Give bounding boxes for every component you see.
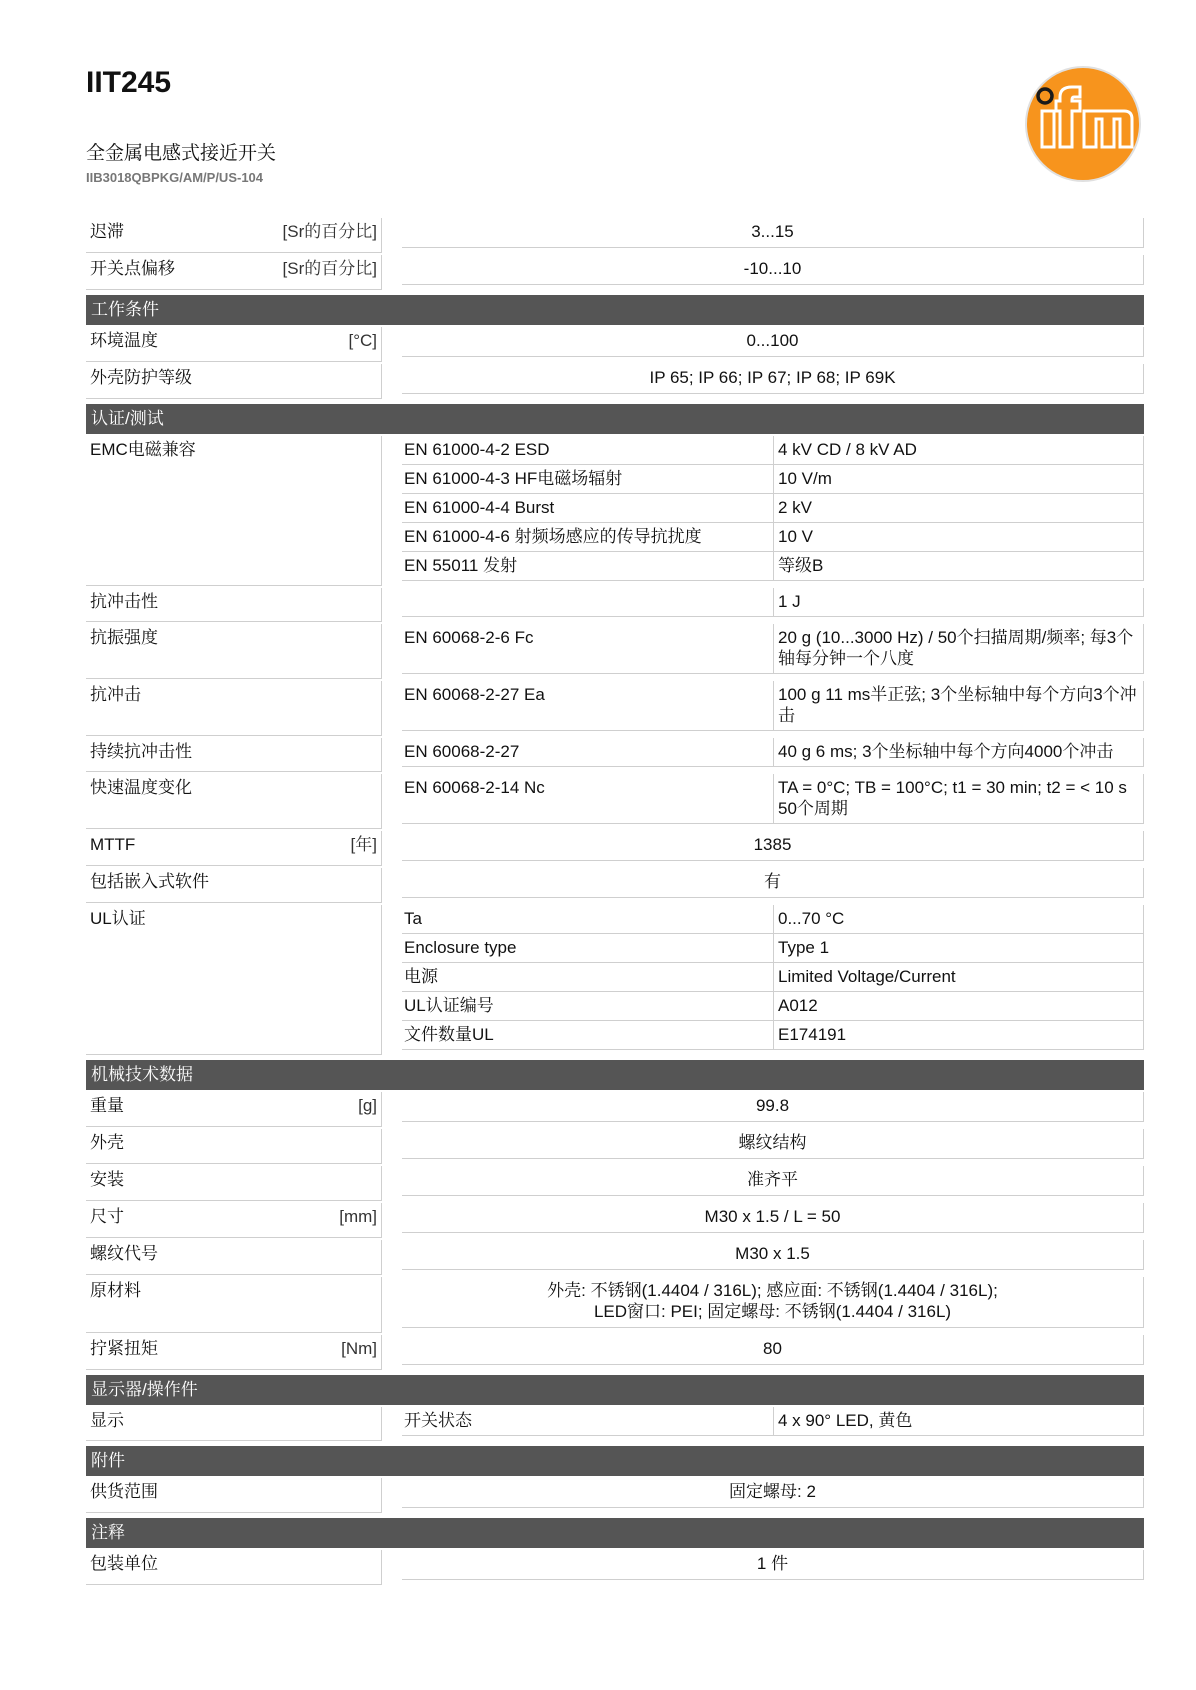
section-working-conditions: 工作条件	[86, 295, 1144, 325]
spec-row-hysteresis	[86, 218, 1144, 253]
sub-key: EN 61000-4-4 Burst	[402, 494, 774, 523]
row-label: 开关点偏移	[90, 259, 175, 278]
sub-value: E174191	[774, 1021, 1144, 1050]
sub-key: EN 61000-4-2 ESD	[402, 436, 774, 465]
spec-row-impact	[86, 588, 1144, 622]
row-label: 重量	[90, 1096, 124, 1115]
row-label: 安装	[90, 1170, 124, 1189]
spec-row-mttf	[86, 831, 1144, 866]
row-unit: [g]	[358, 1096, 377, 1115]
spec-row-emc	[86, 436, 1144, 586]
sub-key	[402, 588, 774, 617]
row-value: IP 65; IP 66; IP 67; IP 68; IP 69K	[402, 364, 1144, 394]
row-label: 包括嵌入式软件	[90, 872, 209, 891]
row-unit: [Sr的百分比]	[282, 222, 377, 241]
row-label: UL认证	[90, 909, 146, 928]
row-value: 80	[402, 1335, 1144, 1365]
row-label: 外壳	[90, 1133, 124, 1152]
row-value: M30 x 1.5 / L = 50	[402, 1203, 1144, 1233]
sub-value: 10 V/m	[774, 465, 1144, 494]
spec-row-mounting	[86, 1166, 1144, 1201]
row-label: 螺纹代号	[90, 1244, 158, 1263]
sub-value: 40 g 6 ms; 3个坐标轴中每个方向4000个冲击	[774, 738, 1144, 767]
row-unit: [°C]	[348, 331, 377, 350]
row-value: 螺纹结构	[402, 1129, 1144, 1159]
row-value: 3...15	[402, 218, 1144, 248]
emc-subrow	[402, 465, 1144, 494]
spec-row-scope-of-delivery	[86, 1478, 1144, 1513]
row-label: 环境温度	[90, 331, 158, 350]
row-unit: [年]	[350, 835, 377, 854]
sub-key: Enclosure type	[402, 934, 774, 963]
ul-subrow	[402, 905, 1144, 934]
sub-key: EN 60068-2-27	[402, 738, 774, 767]
section-display: 显示器/操作件	[86, 1375, 1144, 1405]
emc-subrow	[402, 523, 1144, 552]
sub-value: 20 g (10...3000 Hz) / 50个扫描周期/频率; 每3个轴每分钟一个八度	[774, 624, 1144, 674]
sub-key: EN 61000-4-3 HF电磁场辐射	[402, 465, 774, 494]
row-label: 抗冲击性	[90, 592, 158, 611]
spec-row-temp-change	[86, 774, 1144, 829]
sub-key: EN 60068-2-27 Ea	[402, 681, 774, 731]
spec-row-display	[86, 1407, 1144, 1441]
sub-value: TA = 0°C; TB = 100°C; t1 = 30 min; t2 = < 10 s 50个周期	[774, 774, 1144, 824]
row-value: -10...10	[402, 255, 1144, 285]
row-label: 尺寸	[90, 1207, 124, 1226]
emc-subrow	[402, 552, 1144, 581]
spec-row-thread	[86, 1240, 1144, 1275]
sub-key: EN 61000-4-6 射频场感应的传导抗扰度	[402, 523, 774, 552]
spec-row-ul	[86, 905, 1144, 1055]
spec-row-housing	[86, 1129, 1144, 1164]
row-value: 有	[402, 868, 1144, 898]
sub-value: Type 1	[774, 934, 1144, 963]
spec-row-switch-drift	[86, 255, 1144, 290]
sub-key: 电源	[402, 963, 774, 992]
sub-value: 1 J	[774, 588, 1144, 617]
row-value: M30 x 1.5	[402, 1240, 1144, 1270]
sub-key: EN 60068-2-6 Fc	[402, 624, 774, 674]
emc-subrow	[402, 436, 1144, 465]
section-mechanical: 机械技术数据	[86, 1060, 1144, 1090]
sub-value: 2 kV	[774, 494, 1144, 523]
sub-key: 开关状态	[402, 1407, 774, 1436]
sub-key: UL认证编号	[402, 992, 774, 1021]
spec-row-ambient-temp	[86, 327, 1144, 362]
sub-value: 100 g 11 ms半正弦; 3个坐标轴中每个方向3个冲击	[774, 681, 1144, 731]
row-label: MTTF	[90, 835, 136, 854]
sub-key: Ta	[402, 905, 774, 934]
article-number: IIB3018QBPKG/AM/P/US-104	[86, 170, 264, 185]
sub-value: Limited Voltage/Current	[774, 963, 1144, 992]
ul-subrow	[402, 934, 1144, 963]
spec-row-torque	[86, 1335, 1144, 1370]
spec-row-vibration	[86, 624, 1144, 679]
row-label: 抗振强度	[90, 628, 158, 647]
row-label: 供货范围	[90, 1482, 158, 1501]
row-label: 包装单位	[90, 1554, 158, 1573]
spec-row-continuous-shock	[86, 738, 1144, 772]
row-value: 准齐平	[402, 1166, 1144, 1196]
row-value: 1 件	[402, 1550, 1144, 1580]
sub-value: 4 x 90° LED, 黄色	[774, 1407, 1144, 1436]
spec-row-weight	[86, 1092, 1144, 1127]
row-unit: [Sr的百分比]	[282, 259, 377, 278]
ul-subrow	[402, 963, 1144, 992]
row-label: 快速温度变化	[90, 778, 192, 797]
row-unit: [Nm]	[341, 1339, 377, 1358]
sub-value: 4 kV CD / 8 kV AD	[774, 436, 1144, 465]
row-value: 固定螺母: 2	[402, 1478, 1144, 1508]
row-label: 迟滞	[90, 222, 124, 241]
sub-value: A012	[774, 992, 1144, 1021]
spec-row-packaging-unit	[86, 1550, 1144, 1585]
row-label: 原材料	[90, 1281, 141, 1300]
ifm-logo	[1024, 63, 1142, 185]
row-value: 外壳: 不锈钢(1.4404 / 316L); 感应面: 不锈钢(1.4404 / 316L); LED窗口: PEI; 固定螺母: 不锈钢(1.4404 / 316L)	[402, 1277, 1144, 1328]
row-value: 1385	[402, 831, 1144, 861]
sub-key: EN 55011 发射	[402, 552, 774, 581]
row-label: 拧紧扭矩	[90, 1339, 158, 1358]
sub-value: 0...70 °C	[774, 905, 1144, 934]
spec-row-dimensions	[86, 1203, 1144, 1238]
row-value: 0...100	[402, 327, 1144, 357]
section-approvals: 认证/测试	[86, 404, 1144, 434]
section-notes: 注释	[86, 1518, 1144, 1548]
ul-subrow	[402, 992, 1144, 1021]
row-label: 持续抗冲击性	[90, 742, 192, 761]
row-label: 显示	[90, 1411, 124, 1430]
emc-subrow	[402, 494, 1144, 523]
spec-row-protection	[86, 364, 1144, 399]
section-accessories: 附件	[86, 1446, 1144, 1476]
row-label: 抗冲击	[90, 685, 141, 704]
spec-table	[86, 218, 1144, 1587]
sub-value: 10 V	[774, 523, 1144, 552]
row-label: 外壳防护等级	[90, 368, 192, 387]
row-unit: [mm]	[339, 1207, 377, 1226]
sub-key: 文件数量UL	[402, 1021, 774, 1050]
ul-subrow	[402, 1021, 1144, 1050]
sub-value: 等级B	[774, 552, 1144, 581]
product-subtitle: 全金属电感式接近开关	[86, 143, 277, 164]
row-value: 99.8	[402, 1092, 1144, 1122]
sub-key: EN 60068-2-14 Nc	[402, 774, 774, 824]
product-title: IIT245	[86, 66, 172, 99]
spec-row-materials	[86, 1277, 1144, 1333]
spec-row-shock	[86, 681, 1144, 736]
row-label: EMC电磁兼容	[90, 440, 196, 459]
spec-row-embedded-software	[86, 868, 1144, 903]
